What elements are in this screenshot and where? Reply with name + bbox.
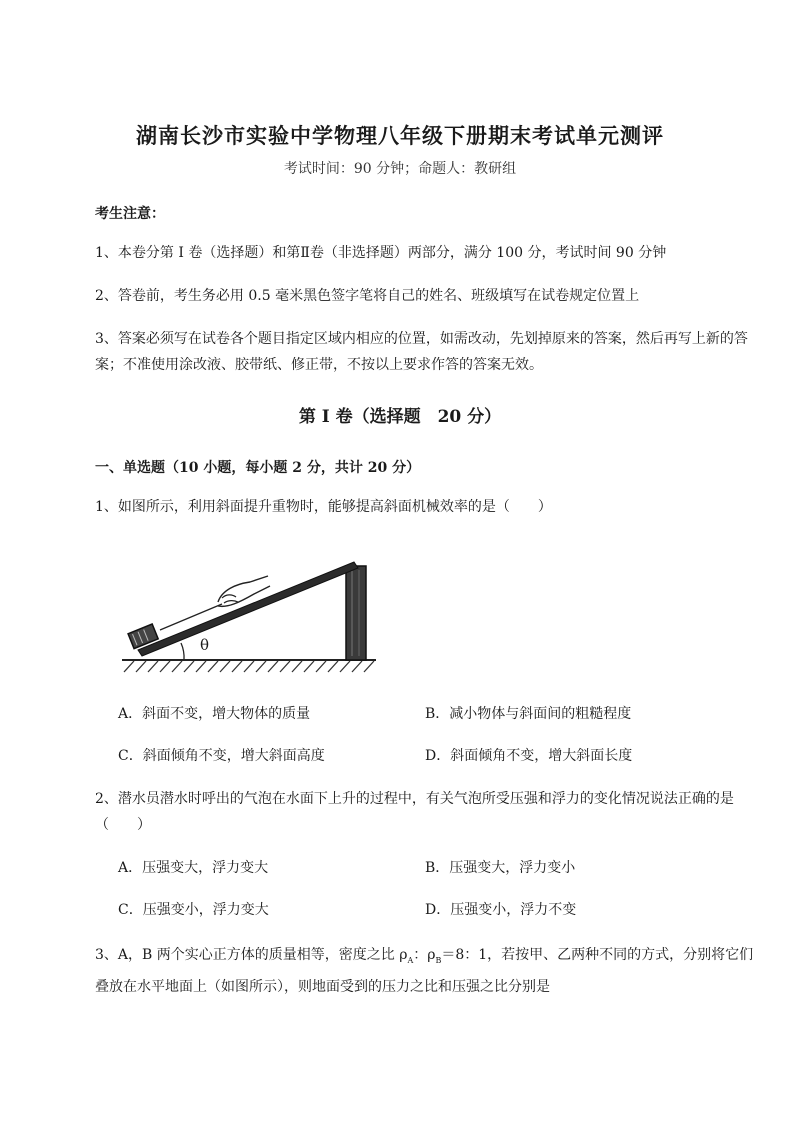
incline-diagram xyxy=(118,540,380,675)
question-3-stem xyxy=(95,942,755,1000)
q1-option-a[interactable]: A．斜面不变，增大物体的质量 xyxy=(118,706,311,722)
incline-figure xyxy=(118,540,380,675)
note-item-1: 1、本卷分第 I 卷（选择题）和第Ⅱ卷（非选择题）两部分，满分 100 分，考试时间 90 分钟 xyxy=(95,245,667,261)
q2-option-b[interactable]: B．压强变大，浮力变小 xyxy=(425,860,576,876)
notes-heading: 考生注意： xyxy=(95,206,165,222)
exam-title: 湖南长沙市实验中学物理八年级下册期末考试单元测评 xyxy=(136,123,664,148)
part-heading: 一、单选题（10 小题，每小题 2 分，共计 20 分） xyxy=(95,460,421,476)
q3-stem-part-2: ：ρ xyxy=(413,947,436,963)
q1-option-c[interactable]: C．斜面倾角不变，增大斜面高度 xyxy=(118,748,325,764)
question-1-stem: 1、如图所示，利用斜面提升重物时，能够提高斜面机械效率的是（ ） xyxy=(95,499,552,515)
q3-density-sub-a: A xyxy=(407,955,414,965)
q2-option-c[interactable]: C．压强变小，浮力变大 xyxy=(118,902,269,918)
q3-stem-part-1: 3、A，B 两个实心正方体的质量相等，密度之比 ρ xyxy=(95,947,408,963)
section-title: 第 I 卷（选择题 20 分） xyxy=(298,407,502,427)
q1-option-b[interactable]: B．减小物体与斜面间的粗糙程度 xyxy=(425,706,632,722)
q3-density-sub-b: B xyxy=(435,955,442,965)
note-item-2: 2、答卷前，考生务必用 0.5 毫米黑色签字笔将自己的姓名、班级填写在试卷规定位置上 xyxy=(95,288,640,304)
q3-stem-part-3: ＝8：1，若按甲、乙两种不同的方式，分别将它们叠放在水平地面上（如图所示），则地面受到的压力之比和压强之比分别是 xyxy=(95,947,754,995)
q2-option-a[interactable]: A．压强变大，浮力变大 xyxy=(118,860,269,876)
question-2-stem: 2、潜水员潜水时呼出的气泡在水面下上升的过程中，有关气泡所受压强和浮力的变化情况说法正确的是（ ） xyxy=(95,791,734,833)
note-item-3: 3、答案必须写在试卷各个题目指定区域内相应的位置，如需改动，先划掉原来的答案，然后再写上新的答案；不准使用涂改液、胶带纸、修正带，不按以上要求作答的答案无效。 xyxy=(95,331,748,373)
exam-subtitle: 考试时间：90 分钟；命题人：教研组 xyxy=(283,161,517,177)
q1-option-d[interactable]: D．斜面倾角不变，增大斜面长度 xyxy=(425,748,633,764)
angle-theta-label: θ xyxy=(200,636,210,654)
q2-option-d[interactable]: D．压强变小，浮力不变 xyxy=(425,902,577,918)
